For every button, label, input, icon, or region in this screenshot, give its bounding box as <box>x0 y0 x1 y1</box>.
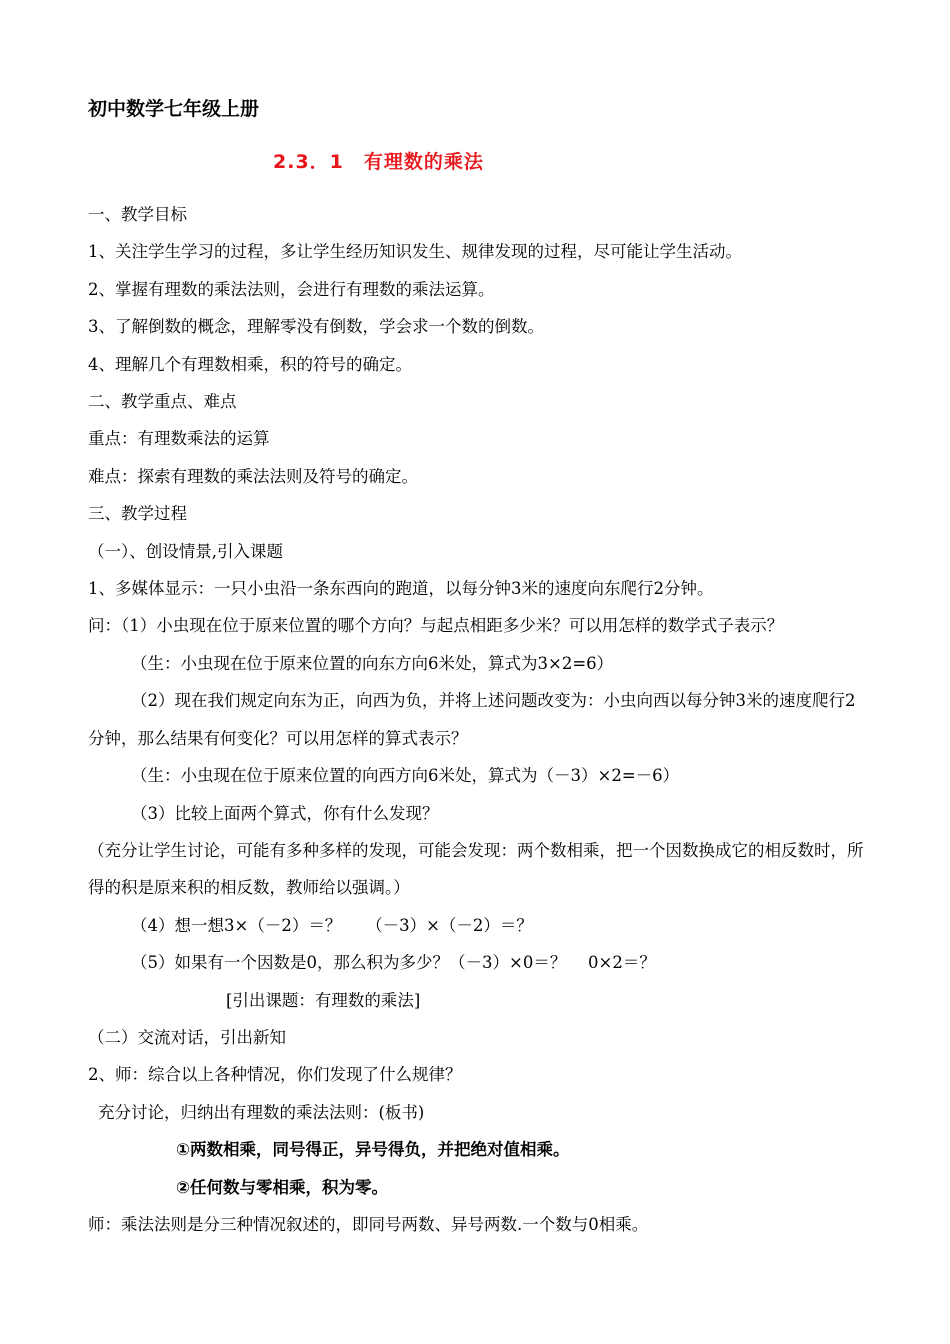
goal-3: 3、了解倒数的概念，理解零没有倒数，学会求一个数的倒数。 <box>88 317 544 337</box>
difficulty: 难点：探索有理数的乘法法则及符号的确定。 <box>88 466 418 486</box>
topic-intro: [引出课题：有理数的乘法] <box>226 990 421 1010</box>
section-goals: 一、教学目标 <box>88 205 187 224</box>
paragraph-multimedia: 1、多媒体显示：一只小虫沿一条东西向的跑道，以每分钟3米的速度向东爬行2分钟。 <box>88 579 714 599</box>
question-3: （3）比较上面两个算式，你有什么发现？ <box>131 803 439 823</box>
key-point: 重点：有理数乘法的运算 <box>88 429 270 449</box>
goal-1: 1、关注学生学习的过程，多让学生经历知识发生、规律发现的过程，尽可能让学生活动。 <box>88 242 742 262</box>
subsection-1: （一）、创设情景,引入课题 <box>88 541 283 561</box>
section-process: 三、教学过程 <box>88 504 187 524</box>
rule-2: ②任何数与零相乘，积为零。 <box>176 1177 388 1197</box>
lesson-body <box>88 196 868 1243</box>
lesson-title: 2.3．1 有理数的乘法 <box>273 151 484 173</box>
section-key-points: 二、教学重点、难点 <box>88 392 237 412</box>
answer-1: （生：小虫现在位于原来位置的向东方向6米处，算式为3×2=6） <box>131 653 614 673</box>
question-5: （5）如果有一个因数是0，那么积为多少？（－3）×0＝？ 0×2＝？ <box>131 953 656 973</box>
teacher-question: 2、师：综合以上各种情况，你们发现了什么规律？ <box>88 1065 462 1085</box>
rule-1: ①两数相乘，同号得正，异号得负，并把绝对值相乘。 <box>176 1140 570 1160</box>
discussion-summary: 充分讨论，归纳出有理数的乘法法则：(板书) <box>98 1102 425 1122</box>
answer-2: （生：小虫现在位于原来位置的向西方向6米处，算式为（－3）×2=－6） <box>131 766 680 786</box>
goal-4: 4、理解几个有理数相乘，积的符号的确定。 <box>88 354 412 374</box>
question-2-text: （2）现在我们规定向东为正，向西为负，并将上述问题改变为：小虫向西以每分钟3米的速度爬行2分钟，那么结果有何变化？可以用怎样的算式表示？ <box>88 691 856 748</box>
discussion-note: （充分让学生讨论，可能有多种多样的发现，可能会发现：两个数相乘，把一个因数换成它的相反数时，所得的积是原来积的相反数，教师给以强调。） <box>88 840 864 898</box>
question-1: 问：（1）小虫现在位于原来位置的哪个方向？与起点相距多少米？可以用怎样的数学式子表示？ <box>88 616 784 636</box>
question-2 <box>88 682 868 757</box>
subsection-2: （二）交流对话，引出新知 <box>88 1027 286 1047</box>
question-4: （4）想一想3×（－2）＝？ （－3）×（－2）＝？ <box>131 915 533 935</box>
teacher-explanation: 师：乘法法则是分三种情况叙述的，即同号两数、异号两数.一个数与0相乘。 <box>88 1214 649 1234</box>
document-heading: 初中数学七年级上册 <box>88 98 260 120</box>
goal-2: 2、掌握有理数的乘法法则，会进行有理数的乘法运算。 <box>88 279 495 299</box>
